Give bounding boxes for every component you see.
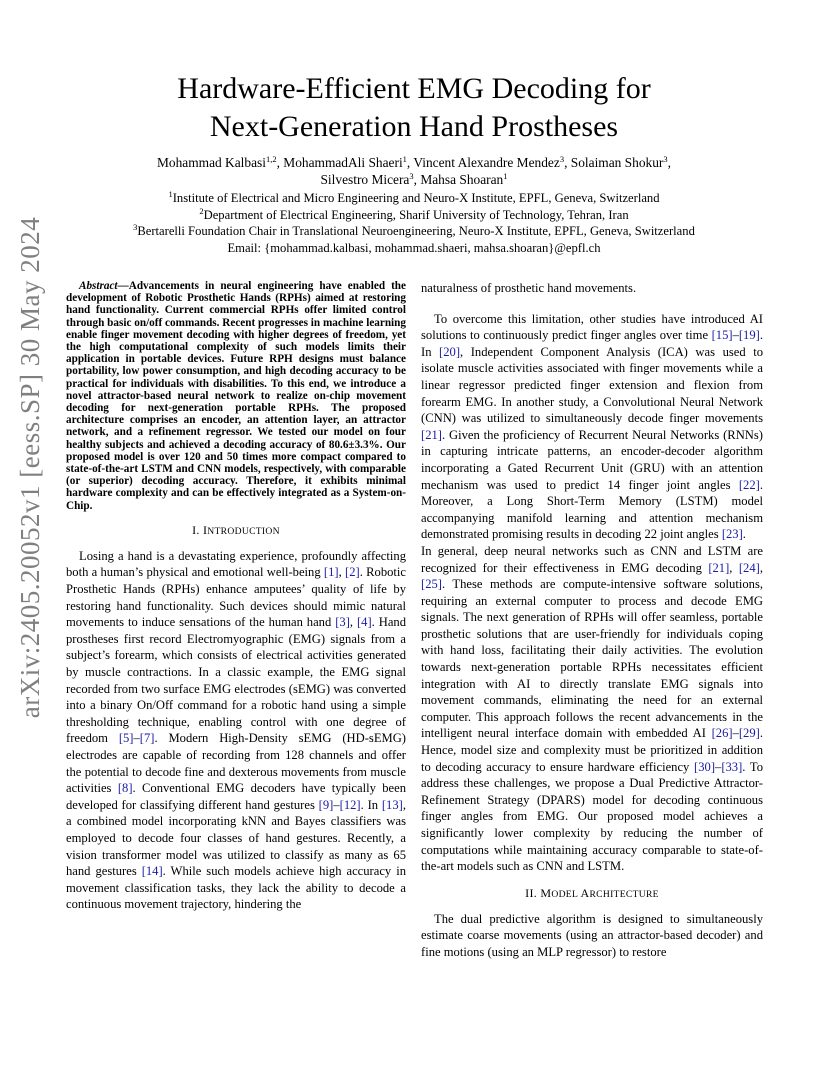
citation-link[interactable]: [5]: [118, 731, 134, 746]
citation-link[interactable]: [24]: [738, 560, 760, 575]
section-smallcaps: NTRODUCTION: [207, 525, 280, 537]
body-text: In general, deep neural networks such as CNN and LSTM are recognized for their effectiveness in EMG decoding: [421, 543, 763, 575]
affiliation-3: [66, 223, 762, 240]
body-text: . These methods are compute-intensive software solutions, requiring an external computer to process and decode EMG signals. The next generation of RPHs will offer seamless, portable prosthetic solutions that are user-friendly for individuals coping with hand loss, facilitating their daily activities. The evolution towards next-generation portable RPHs necessitates efficient integration with AI to directly translate EMG signals into movement commands, eliminating the need for an external computer. This approach follows the recent advancements in the intelligent neural interface domain with embedded AI: [421, 577, 763, 741]
body-text: –: [732, 726, 739, 741]
citation-link[interactable]: [21]: [421, 427, 442, 442]
section-initial: A: [580, 885, 590, 900]
author-line-1: [66, 154, 762, 171]
affiliation-text: Department of Electrical Engineering, Sharif University of Technology, Tehran, Iran: [203, 207, 629, 222]
citation-link[interactable]: [29]: [738, 726, 760, 741]
continued-text: naturalness of prosthetic hand movements.: [421, 281, 637, 295]
author-line-2: [66, 171, 762, 188]
title-line-1: Hardware-Efficient EMG Decoding for: [177, 72, 651, 105]
general-paragraph: [421, 543, 763, 875]
body-text: . Modern High-Density sEMG (HD-sEMG) electrodes are capable of recording from 128 channels and offer the potential to decode fine and dexterous movements from muscle activities: [66, 731, 407, 796]
citation-link[interactable]: [9]: [318, 797, 334, 812]
citation-link[interactable]: [4]: [356, 615, 372, 630]
title-line-2: Next-Generation Hand Prostheses: [209, 110, 619, 143]
body-text: –: [715, 759, 722, 774]
author-name: , MohammadAli Shaeri: [276, 155, 403, 170]
paper-title: [110, 70, 718, 146]
citation-link[interactable]: [33]: [721, 759, 743, 774]
intro-paragraph: [66, 548, 406, 913]
body-text: . Conventional EMG decoders have typically been developed for classifying different hand gestures: [66, 781, 406, 812]
affiliations: [66, 190, 762, 256]
citation-link[interactable]: [22]: [738, 477, 760, 492]
body-text: –: [333, 797, 340, 812]
body-text: .: [742, 527, 746, 542]
section-smallcaps: RCHITECTURE: [589, 888, 659, 900]
citation-link[interactable]: [19]: [738, 328, 760, 343]
left-column: [66, 280, 406, 913]
author-name: Mohammad Kalbasi: [157, 155, 266, 170]
author-list: [66, 154, 762, 188]
body-text: , a combined model incorporating kNN and Bayes classifiers was employed to decode four classes of hand gestures. Recently, a vision transformer model was utilized to classify as many as 65 hand gestures: [66, 797, 406, 879]
affiliation-1: [66, 190, 762, 207]
body-text: . Moreover, a Long Short-Term Memory (LSTM) model accompanying manifold learning and attention mechanism demonstrated promising results in decoding 22 joint angles: [421, 477, 763, 542]
author-name: Silvestro Micera: [320, 172, 410, 187]
body-text: . Hand prostheses first record Electromyographic (EMG) signals from a subject’s forearm, which consists of electrical activities generated by muscle contractions. In a classic example, the EMG signal recorded from two surface EMG electrodes (sEMG) was converted into a binary On/Off command for a robotic hand using a simple thresholding technique, enabling control with one degree of freedom: [66, 615, 407, 746]
affiliation-mark: 3: [133, 222, 138, 232]
body-text: To overcome this limitation, other studies have introduced AI solutions to continuously predict finger angles over time: [421, 311, 763, 343]
body-text: , Independent Component Analysis (ICA) was used to isolate muscle activities associated with finger movements while a linear regressor predicted finger extension and flexion from forearm EMG. In another study, a Convolutional Neural Network (CNN) was utilized to simultaneously decode finger movements: [421, 344, 763, 426]
body-text: . To address these challenges, we propose a Dual Predictive Attractor-Refinement Strategy (DPARS) model for decoding continuous finger angles from EMG. Our proposed model achieves a significantly lower complexity by reducing the number of computations while maintaining accuracy comparable to state-of-the-art models such as CNN and LSTM.: [421, 759, 763, 874]
affiliation-text: Institute of Electrical and Micro Engineering and Neuro-X Institute, EPFL, Geneva, Switzerland: [172, 191, 660, 205]
arxiv-identifier[interactable]: arXiv:2405.20052v1 [eess.SP] 30 May 2024: [15, 216, 46, 718]
citation-link[interactable]: [2]: [345, 565, 360, 580]
author-affil-mark: 1: [503, 171, 508, 181]
right-column: [421, 280, 763, 961]
citation-link[interactable]: [23]: [721, 527, 743, 542]
author-separator: ,: [667, 155, 671, 170]
citation-link[interactable]: [20]: [439, 344, 461, 359]
body-text: ,: [349, 615, 357, 630]
section-initial: M: [540, 885, 552, 900]
section-smallcaps: ODEL: [551, 888, 581, 900]
citation-link[interactable]: [26]: [711, 726, 733, 741]
section-numeral: I.: [192, 522, 203, 537]
abstract: [66, 280, 406, 512]
citation-link[interactable]: [7]: [139, 731, 155, 746]
citation-link[interactable]: [21]: [708, 560, 730, 575]
citation-link[interactable]: [3]: [335, 615, 350, 630]
abstract-body: —Advancements in neural engineering have enabled the development of Robotic Prosthetic Hands (RPHs) aimed at restoring hand functionality. Current commercial RPHs offer limited control through basic on/off commands. Recent progresses in machine learning enable finger movement decoding with higher degrees of freedom, yet the high computational complexity of such models limits their application in portable devices. Future RPH designs must balance portability, low power consumption, and high decoding accuracy to be practical for individuals with disabilities. To this end, we introduce a novel attractor-based neural network to realize on-chip movement decoding for next-generation portable RPHs. The proposed architecture comprises an encoder, an attention layer, an attractor network, and a refinement regressor. We tested our model on four healthy subjects and achieved a decoding accuracy of 80.6±3.3%. Our proposed model is over 120 and 50 times more compact compared to state-of-the-art LSTM and CNN models, respectively, with comparable (or superior) decoding accuracy. Therefore, it exhibits minimal hardware complexity and can be effectively integrated as a System-on-Chip.: [66, 280, 406, 512]
citation-link[interactable]: [1]: [323, 565, 339, 580]
body-text: –: [133, 731, 140, 746]
body-text: ,: [338, 565, 346, 580]
section-numeral: II.: [525, 885, 541, 900]
body-text: . Robotic Prosthetic Hands (RPHs) enhance amputees’ quality of life by restoring hand functionality. Such devices should mimic natural movements to induce sensations of the human hand: [66, 565, 406, 630]
author-name: , Solaiman Shokur: [564, 155, 664, 170]
architecture-paragraph: The dual predictive algorithm is designed to simultaneously estimate coarse movements (using an attractor-based decoder) and fine motions (using an MLP regressor) to restore: [421, 911, 763, 959]
body-text: ,: [729, 560, 739, 575]
citation-link[interactable]: [12]: [339, 797, 361, 812]
author-affil-mark: 3: [663, 154, 668, 164]
section-heading-introduction: [66, 523, 406, 539]
author-affil-mark: 3: [559, 154, 565, 164]
author-name: , Vincent Alexandre Mendez: [406, 155, 560, 170]
body-text: . Given the proficiency of Recurrent Neural Networks (RNNs) in capturing intricate patterns, an encoder-decoder algorithm incorporating a Gated Recurrent Unit (GRU) with an attention mechanism was used to predict 14 finger joint angles: [421, 427, 763, 492]
related-work-paragraph: [421, 311, 763, 543]
body-text: . In: [421, 328, 763, 359]
author-affil-mark: 3: [409, 171, 414, 181]
affiliation-mark: 1: [168, 189, 173, 199]
section-initial: I: [203, 522, 208, 537]
body-text: ,: [759, 560, 763, 575]
abstract-label: Abstract: [79, 280, 118, 292]
citation-link[interactable]: [15]: [711, 328, 733, 343]
affiliation-mark: 2: [199, 205, 204, 216]
body-text: . Hence, model size and complexity must be prioritized in addition to decoding accuracy to ensure hardware efficiency: [421, 726, 763, 774]
contact-email: Email: {mohammad.kalbasi, mohammad.shaeri, mahsa.shoaran}@epfl.ch: [227, 240, 601, 255]
affiliation-text: Bertarelli Foundation Chair in Translational Neuroengineering, Neuro-X Institute, EPFL, Geneva, Switzerland: [137, 224, 695, 238]
citation-link[interactable]: [14]: [141, 864, 163, 879]
body-text: Losing a hand is a devastating experience, profoundly affecting both a human’s physical and emotional well-being: [66, 548, 406, 580]
citation-link[interactable]: [8]: [117, 781, 133, 796]
author-affil-mark: 1: [402, 154, 407, 164]
section-heading-model-architecture: [421, 886, 763, 902]
author-name: , Mahsa Shoaran: [413, 172, 504, 187]
body-text: . While such models achieve high accuracy in movement classification tasks, they lack the ability to decode a continuous movement trajectory, hindering the: [66, 864, 406, 912]
citation-link[interactable]: [13]: [381, 797, 403, 812]
affiliation-2: [66, 207, 762, 224]
body-text: –: [732, 328, 739, 343]
arxiv-side-stamp: [8, 216, 54, 718]
author-affil-mark: 1,2: [265, 154, 277, 164]
citation-link[interactable]: [30]: [694, 759, 716, 774]
citation-link[interactable]: [25]: [421, 577, 442, 592]
body-text: . In: [360, 797, 382, 812]
